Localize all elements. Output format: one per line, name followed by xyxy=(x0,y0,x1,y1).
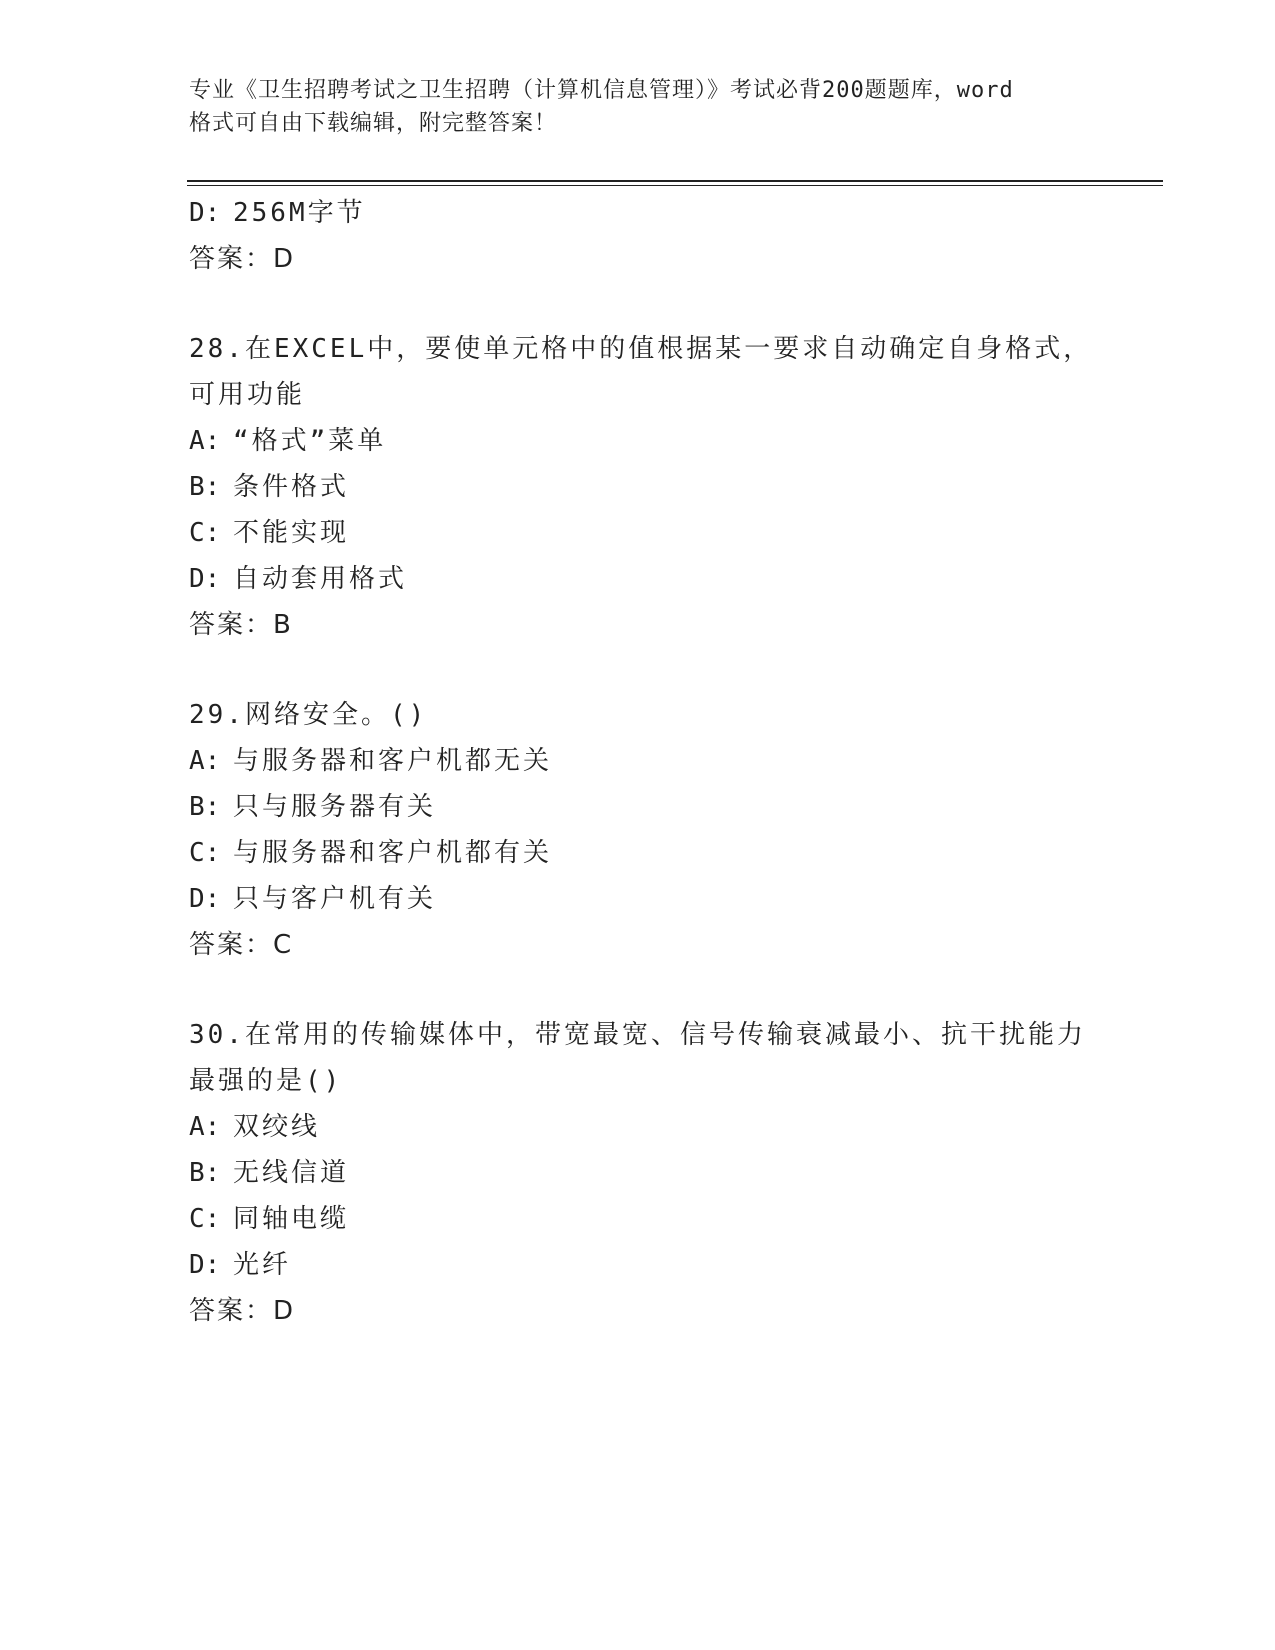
option-d: D: 光纤 xyxy=(189,1250,292,1280)
header-divider-thin xyxy=(187,185,1163,186)
question-stem: 29.网络安全。() xyxy=(189,700,428,730)
question-stem-cont: 最强的是() xyxy=(189,1066,343,1096)
option-b: B: 无线信道 xyxy=(189,1158,350,1188)
answer-line: 答案：C xyxy=(189,930,294,960)
option-d: D: 自动套用格式 xyxy=(189,564,408,594)
question-stem: 30.在常用的传输媒体中，带宽最宽、信号传输衰减最小、抗干扰能力 xyxy=(189,1020,1086,1050)
question-30 xyxy=(189,1012,1109,1334)
option-a: A: 与服务器和客户机都无关 xyxy=(189,746,553,776)
question-stem-cont: 可用功能 xyxy=(189,380,306,410)
question-list xyxy=(189,190,1109,1334)
question-stem: 28.在EXCEL中，要使单元格中的值根据某一要求自动确定自身格式， xyxy=(189,334,1093,364)
option-b: B: 只与服务器有关 xyxy=(189,792,437,822)
option-a: A: “格式”菜单 xyxy=(189,426,387,456)
option-c: C: 不能实现 xyxy=(189,518,350,548)
question-28 xyxy=(189,326,1109,648)
question-29 xyxy=(189,692,1109,968)
option-c: C: 与服务器和客户机都有关 xyxy=(189,838,553,868)
option-d: D: 256M字节 xyxy=(189,198,366,228)
header-line-1: 专业《卫生招聘考试之卫生招聘（计算机信息管理）》考试必背200题题库，word xyxy=(189,78,1014,103)
answer-line: 答案：B xyxy=(189,610,293,640)
document-header xyxy=(189,74,1089,140)
option-d: D: 只与客户机有关 xyxy=(189,884,437,914)
header-line-2: 格式可自由下载编辑，附完整答案！ xyxy=(189,111,558,136)
header-divider xyxy=(187,180,1163,182)
option-c: C: 同轴电缆 xyxy=(189,1204,350,1234)
option-b: B: 条件格式 xyxy=(189,472,350,502)
answer-line: 答案：D xyxy=(189,244,296,274)
option-a: A: 双绞线 xyxy=(189,1112,321,1142)
answer-line: 答案：D xyxy=(189,1296,296,1326)
